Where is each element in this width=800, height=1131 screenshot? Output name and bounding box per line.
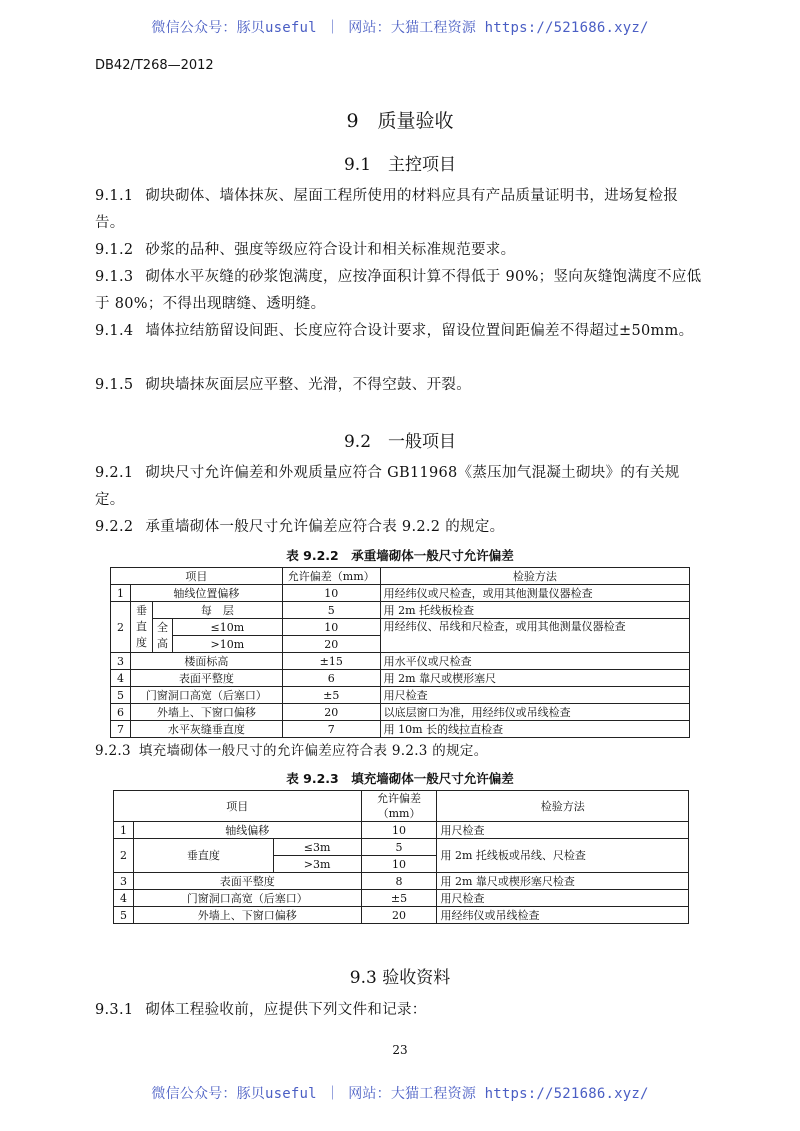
row-sub-item: 每 层 [152,602,282,619]
table-row [114,873,689,890]
table-9-2-2 [110,567,690,738]
table-row [114,890,689,907]
table-header-row [111,568,690,585]
table-row [111,721,690,738]
clause-text: 承重墙砌体一般尺寸允许偏差应符合表 9.2.2 的规定。 [145,519,505,535]
row-number: 6 [111,704,131,721]
header-method: 检验方法 [380,568,689,585]
row-method: 用尺检查 [380,687,689,704]
clause-9-2-1 [95,460,707,514]
clause-text: 填充墙砌体一般尺寸的允许偏差应符合表 9.2.3 的规定。 [138,743,488,759]
row-number: 4 [111,670,131,687]
row-method: 用水平仪或尺检查 [380,653,689,670]
row-number: 1 [111,585,131,602]
row-item: 表面平整度 [130,670,282,687]
clause-text: 砂浆的品种、强度等级应符合设计和相关标准规范要求。 [145,242,516,258]
row-item: 外墙上、下窗口偏移 [130,704,282,721]
row-method: 用 2m 靠尺或楔形塞尺检查 [437,873,689,890]
clause-9-1-2 [95,237,707,264]
table-row [111,602,690,619]
clause-number: 9.1.4 [95,323,134,339]
clause-9-2-2 [95,514,707,541]
row-method: 用 2m 托线板或吊线、尺检查 [437,839,689,873]
row-item: 外墙上、下窗口偏移 [133,907,361,924]
clause-text: 砌体工程验收前，应提供下列文件和记录： [145,1002,427,1018]
clause-text: 砌块尺寸允许偏差和外观质量应符合 GB11968《蒸压加气混凝土砌块》的有关规定。 [95,465,680,508]
row-number: 7 [111,721,131,738]
row-tolerance: ±15 [282,653,380,670]
row-sub-item: >10m [172,636,282,653]
header-item: 项目 [114,791,362,822]
row-tolerance: 10 [282,619,380,636]
row-sub-item: ≤10m [172,619,282,636]
table-row [111,619,690,636]
row-tolerance: 5 [282,602,380,619]
clause-number: 9.1.1 [95,188,134,204]
row-tolerance: 10 [282,585,380,602]
row-number: 2 [114,839,134,873]
clause-text: 砌块砌体、墙体抹灰、屋面工程所使用的材料应具有产品质量证明书，进场复检报告。 [95,188,679,231]
row-tolerance: 20 [282,636,380,653]
table-header-row [114,791,689,822]
row-number: 5 [111,687,131,704]
section-9-2-title: 9.2 一般项目 [343,432,457,452]
clause-number: 9.2.2 [95,519,134,535]
row-tolerance: ±5 [282,687,380,704]
row-item: 表面平整度 [133,873,361,890]
header-tolerance: 允许偏差（mm） [282,568,380,585]
row-item: 门窗洞口高宽（后塞口） [133,890,361,907]
row-method: 以底层窗口为准，用经纬仪或吊线检查 [380,704,689,721]
table-row [111,585,690,602]
row-item: 门窗洞口高宽（后塞口） [130,687,282,704]
row-sub-item: >3m [273,856,361,873]
clause-number: 9.2.3 [95,743,131,759]
row-number: 3 [114,873,134,890]
row-tolerance: 10 [361,856,437,873]
row-tolerance: 20 [361,907,437,924]
section-9-1-title: 9.1 主控项目 [343,155,457,175]
header-item: 项目 [111,568,283,585]
table-row [114,839,689,856]
header-method: 检验方法 [437,791,689,822]
row-tolerance: 10 [361,822,437,839]
table-row [114,822,689,839]
row-sub-item: 全高 [152,619,172,653]
row-sub-item: ≤3m [273,839,361,856]
row-method: 用尺检查 [437,890,689,907]
clause-9-2-3 [95,738,707,765]
row-number: 4 [114,890,134,907]
chapter-title: 9 质量验收 [346,110,454,132]
row-item: 垂直度 [133,839,273,873]
row-method: 用经纬仪或吊线检查 [437,907,689,924]
section-9-3-title: 9.3 验收资料 [349,968,451,988]
row-number: 1 [114,822,134,839]
clause-number: 9.1.2 [95,242,134,258]
clause-number: 9.1.3 [95,269,134,285]
clause-text: 墙体拉结筋留设间距、长度应符合设计要求，留设位置间距偏差不得超过±50mm。 [145,323,694,339]
row-method: 用尺检查 [437,822,689,839]
row-number: 5 [114,907,134,924]
clause-9-1-5 [95,372,707,399]
row-number: 3 [111,653,131,670]
row-item: 水平灰缝垂直度 [130,721,282,738]
table-row [111,653,690,670]
clause-number: 9.1.5 [95,377,134,393]
clause-number: 9.2.1 [95,465,134,481]
clause-number: 9.3.1 [95,1002,134,1018]
clause-text: 砌体水平灰缝的砂浆饱满度，应按净面积计算不得低于 90%；竖向灰缝饱满度不应低于 80%；不得出现瞎缝、透明缝。 [95,269,702,312]
table-9-2-3 [113,790,689,924]
row-method: 用经纬仪、吊线和尺检查，或用其他测量仪器检查 [380,619,689,653]
row-method: 用 2m 靠尺或楔形塞尺 [380,670,689,687]
row-number: 2 [111,602,131,653]
row-item: 楼面标高 [130,653,282,670]
row-method: 用经纬仪或尺检查，或用其他测量仪器检查 [380,585,689,602]
row-method: 用 10m 长的线拉直检查 [380,721,689,738]
row-method: 用 2m 托线板检查 [380,602,689,619]
row-item: 轴线位置偏移 [130,585,282,602]
table-row [111,687,690,704]
table-row [111,704,690,721]
table-9-2-2-caption: 表 9.2.2 承重墙砌体一般尺寸允许偏差 [286,548,514,563]
clause-text: 砌块墙抹灰面层应平整、光滑，不得空鼓、开裂。 [145,377,472,393]
clause-9-1-1 [95,183,707,237]
watermark-top: 微信公众号：豚贝useful ｜ 网站：大猫工程资源 https://521686.xyz/ [151,20,649,36]
row-tolerance: ±5 [361,890,437,907]
table-row [111,670,690,687]
row-tolerance: 7 [282,721,380,738]
table-row [114,907,689,924]
table-9-2-3-caption: 表 9.2.3 填充墙砌体一般尺寸允许偏差 [286,771,514,786]
standard-code: DB42/T268—2012 [95,58,214,73]
watermark-bottom: 微信公众号：豚贝useful ｜ 网站：大猫工程资源 https://521686.xyz/ [151,1086,649,1102]
row-tolerance: 6 [282,670,380,687]
row-tolerance: 8 [361,873,437,890]
header-tolerance: 允许偏差（mm） [361,791,437,822]
row-group: 垂直度 [130,602,152,653]
page-number: 23 [392,1043,408,1057]
clause-9-1-4 [95,318,707,345]
row-tolerance: 5 [361,839,437,856]
clause-9-1-3 [95,264,707,318]
row-tolerance: 20 [282,704,380,721]
row-item: 轴线偏移 [133,822,361,839]
clause-9-3-1 [95,997,707,1024]
